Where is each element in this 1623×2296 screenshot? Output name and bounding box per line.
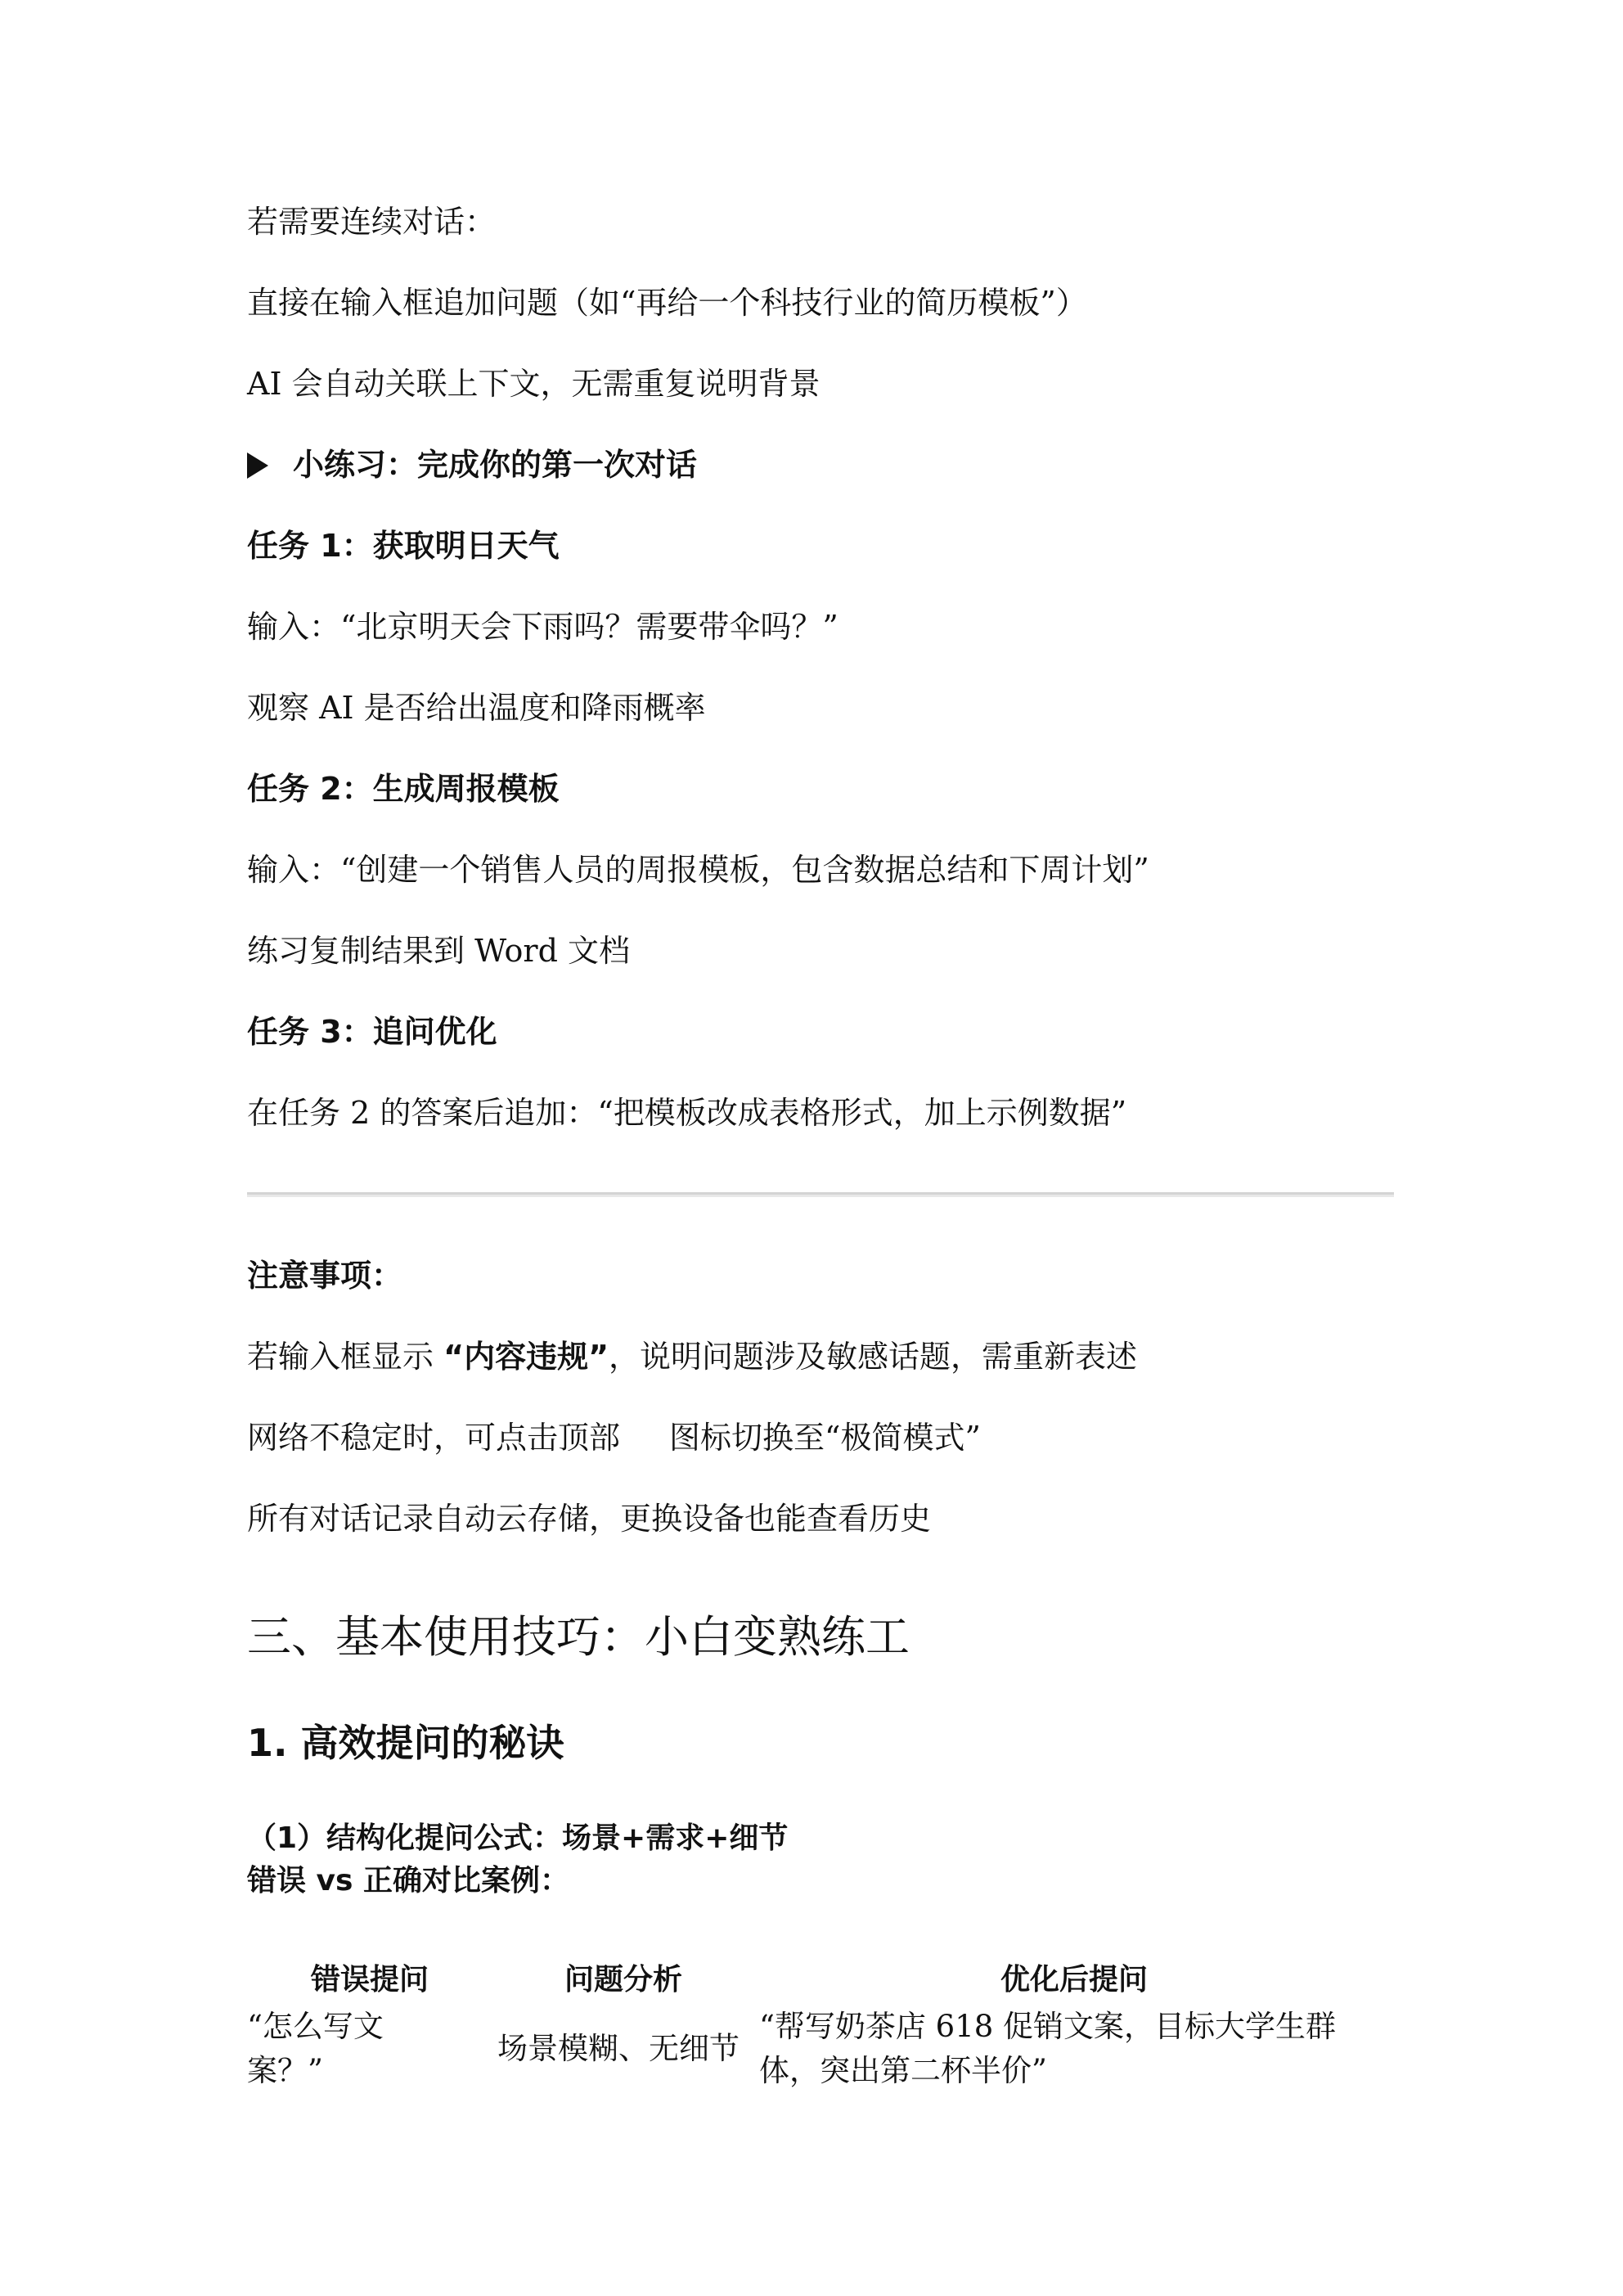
text-line: 若需要连续对话： [247, 204, 497, 240]
table-header: 问题分析 [564, 1963, 682, 1997]
table-cell: 场景模糊、无细节 [497, 2031, 740, 2066]
exercise-heading [247, 444, 697, 485]
compare-label: 错误 vs 正确对比案例： [247, 1864, 569, 1898]
text-fragment: 图标切换至“极简模式” [669, 1420, 981, 1456]
text-line [247, 1417, 981, 1458]
text-line: 直接在输入框追加问题（如“再给一个科技行业的简历模板”） [247, 285, 1087, 321]
task-heading: 任务 3：追问优化 [247, 1014, 497, 1050]
text-fragment: ，说明问题涉及敏感话题，需重新表述 [609, 1339, 1138, 1375]
text-line: AI 会自动关联上下文，无需重复说明背景 [247, 366, 820, 402]
text-fragment: 网络不稳定时，可点击顶部 [247, 1420, 621, 1456]
text-line: 输入：“北京明天会下雨吗？需要带伞吗？” [247, 609, 838, 645]
exercise-heading-text: 小练习：完成你的第一次对话 [293, 447, 698, 483]
triangle-bullet-icon [247, 452, 268, 479]
text-line: 在任务 2 的答案后追加：“把模板改成表格形式，加上示例数据” [247, 1095, 1127, 1131]
text-line: 练习复制结果到 Word 文档 [247, 933, 631, 969]
section-title: 三、基本使用技巧：小白变熟练工 [247, 1611, 910, 1663]
table-cell-line: “怎么写文 [247, 2009, 384, 2044]
text-line: 观察 AI 是否给出温度和降雨概率 [247, 690, 706, 726]
subsection-title: 1. 高效提问的秘诀 [247, 1721, 564, 1765]
table-header: 错误提问 [310, 1963, 429, 1997]
table-cell-line: “帮写奶茶店 618 促销文案，目标大学生群 [759, 2009, 1337, 2044]
notes-heading: 注意事项： [247, 1258, 403, 1294]
task-heading: 任务 1：获取明日天气 [247, 528, 560, 564]
bold-fragment: “内容违规” [443, 1339, 609, 1375]
table-cell-line: 案？” [247, 2053, 323, 2088]
table-cell-line: 体，突出第二杯半价” [759, 2053, 1047, 2088]
text-line [247, 1336, 1137, 1377]
text-line: 所有对话记录自动云存储，更换设备也能查看历史 [247, 1501, 932, 1537]
task-heading: 任务 2：生成周报模板 [247, 771, 560, 807]
formula-title: （1）结构化提问公式：场景+需求+细节 [247, 1821, 789, 1855]
text-fragment: 若输入框显示 [247, 1339, 444, 1375]
table-header: 优化后提问 [1000, 1963, 1148, 1997]
text-line: 输入：“创建一个销售人员的周报模板，包含数据总结和下周计划” [247, 852, 1149, 888]
horizontal-divider [247, 1192, 1394, 1197]
